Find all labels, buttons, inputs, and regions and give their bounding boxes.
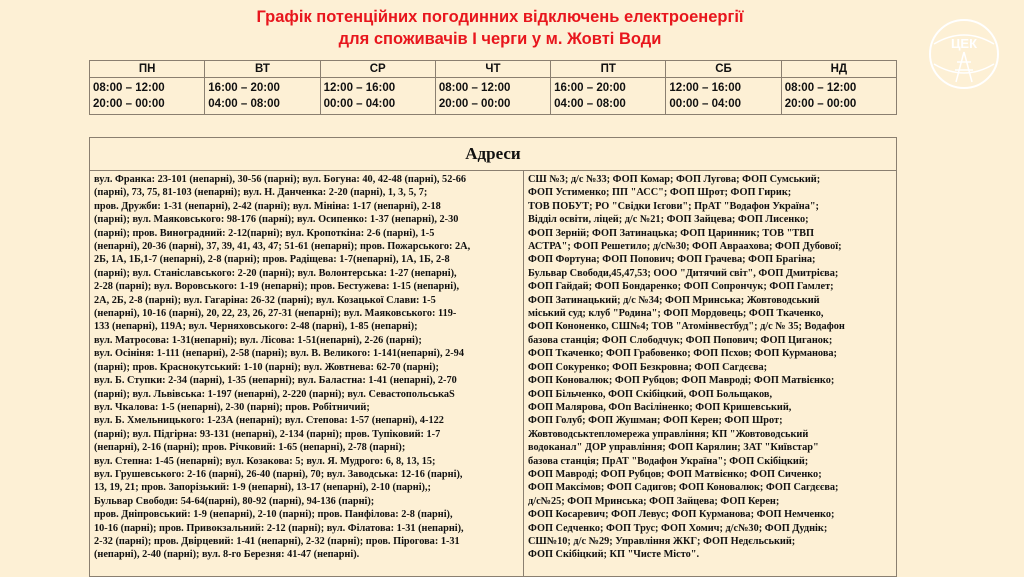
- address-line: 133 (непарні), 119А; вул. Черняховського: 2-48 (парні), 1-85 (непарні);: [94, 321, 418, 333]
- address-line: пров. Дружби: 1-31 (непарні), 2-42 (парні); вул. Мініна: 1-17 (непарні), 2-18: [94, 200, 441, 212]
- time-slot: 08:00 – 12:00: [784, 82, 857, 94]
- address-line: СШ №3; д/с №33; ФОП Комар; ФОП Лугова; ФОП Сумський;: [528, 174, 821, 185]
- schedule-cell: [781, 78, 896, 115]
- address-line: ФОП Малярова, ФОп Васіліненко; ФОП Кришевський,: [528, 401, 792, 413]
- time-slot: 16:00 – 20:00: [208, 82, 280, 94]
- address-line: (парні); пров. Краснокутський: 1-10 (парні); вул. Жовтнева: 62-70 (парні);: [94, 361, 439, 373]
- address-line: базова станція; ФОП Слободчук; ФОП Попович; ФОП Циганок;: [528, 334, 833, 346]
- schedule-cell: [551, 78, 666, 115]
- address-line: Жовтоводськтепломережа управління; КП "Жовтоводський: [528, 428, 809, 440]
- address-line: ФОП Сокуренко; ФОП Безкровна; ФОП Сагдєєва;: [528, 361, 768, 373]
- time-slot: 12:00 – 16:00: [323, 82, 396, 94]
- page-title-line-1: Графік потенційних погодинних відключень електроенергії: [256, 8, 744, 26]
- organizations-column: [524, 171, 896, 577]
- address-line: ФОП Ткаченко; ФОП Грабовенко; ФОП Псхов; ФОП Курманова;: [528, 348, 837, 360]
- schedule-cell: [435, 78, 550, 115]
- address-line: (непарні), 2-16 (парні); пров. Річковий: 1-65 (непарні), 2-78 (парні);: [94, 442, 406, 454]
- address-line: (парні); вул. Підгірна: 93-131 (непарні), 2-134 (парні); пров. Тупіковий: 1-7: [94, 428, 441, 440]
- address-line: (непарні), 10-16 (парні), 20, 22, 23, 26, 27-31 (непарні); вул. Маяковського: 119-: [94, 308, 457, 320]
- address-line: (непарні), 20-36 (парні), 37, 39, 41, 43, 47; 51-61 (непарні); пров. Пожарського: 2А,: [94, 241, 471, 253]
- address-line: (парні); вул. Львівська: 1-197 (непарні), 2-220 (парні); вул. СевастопольськаS: [94, 388, 455, 400]
- address-line: (парні); вул. Станіславського: 2-20 (парні); вул. Волонтерська: 1-27 (непарні),: [94, 267, 457, 279]
- address-line: базова станція; ПрАТ "Водафон Україна"; ФОП Скібіцкий;: [528, 455, 809, 467]
- address-line: ФОП Кононенко, СШ№4; ТОВ "Атомінвестбуд"; д/с № 35; Водафон: [528, 321, 845, 333]
- address-line: (непарні), 2-40 (парні); вул. 8-го Березня: 41-47 (непарні).: [94, 549, 360, 561]
- address-line: ФОП Коновалюк; ФОП Рубцов; ФОП Мавроді; ФОП Матвієнко;: [528, 375, 835, 387]
- time-slot: 20:00 – 00:00: [438, 98, 511, 110]
- address-line: ФОП Гайдай; ФОП Бондаренко; ФОП Сопрончук; ФОП Гамлет;: [528, 281, 834, 293]
- address-line: 2-28 (парні); вул. Воровського: 1-19 (непарні); пров. Бестужева: 1-15 (непарні),: [94, 281, 460, 293]
- address-line: ФОП Максімов; ФОП Садигов; ФОП Коновалюк; ФОП Сагдєєва;: [528, 482, 839, 494]
- schedule-cell: [205, 78, 320, 115]
- address-line: (парні); вул. Маяковського: 98-176 (парні); вул. Осипенко: 1-37 (непарні), 2-30: [94, 214, 459, 226]
- address-line: (парні); пров. Виноградний: 2-12(парні); вул. Кропоткіна: 2-6 (парні), 1-5: [94, 227, 435, 239]
- day-header: СБ: [666, 61, 781, 78]
- address-line: вул. Грушевського: 2-16 (парні), 26-40 (парні), 70; вул. Заводська: 12-16 (парні),: [94, 468, 463, 480]
- addresses-table: [89, 137, 897, 577]
- time-slot: 12:00 – 16:00: [669, 82, 742, 94]
- address-line: 10-16 (парні); пров. Привокзальний: 2-12 (парні); вул. Філатова: 1-31 (непарні),: [94, 522, 464, 534]
- address-line: Бульвар Свободи: 54-64(парні), 80-92 (парні), 94-136 (парні);: [94, 495, 375, 507]
- schedule-cell: [90, 78, 205, 115]
- schedule-cell: [666, 78, 781, 115]
- address-line: пров. Дніпровський: 1-9 (непарні), 2-10 (парні); пров. Панфілова: 2-8 (парні),: [94, 509, 453, 521]
- address-line: ФОП Фортуна; ФОП Попович; ФОП Грачева; ФОП Брагіна;: [528, 254, 816, 266]
- schedule-table: [89, 60, 897, 115]
- address-line: вул. Матросова: 1-31(непарні); вул. Лісова: 1-51(непарні), 2-26 (парні);: [94, 334, 422, 346]
- time-slot: 20:00 – 00:00: [93, 98, 165, 110]
- address-line: вул. Степна: 1-45 (непарні); вул. Козакова: 5; вул. Я. Мудрого: 6, 8, 13, 15;: [94, 455, 436, 467]
- day-header: ВТ: [205, 61, 320, 78]
- address-line: д/с№25; ФОП Мринська; ФОП Зайцева; ФОП Керен;: [528, 495, 780, 507]
- address-line: водоканал" ДОР управління; ФОП Карялин; ЗАТ "Київстар": [528, 442, 819, 454]
- address-line: ФОП Скібіцкий; КП "Чисте Місто".: [528, 549, 700, 561]
- address-line: 2-32 (парні); пров. Двірцевий: 1-41 (непарні), 2-32 (парні); пров. Пірогова: 1-31: [94, 535, 460, 547]
- address-line: ТОВ ПОБУТ; РО "Свідки Ієгови"; ПрАТ "Водафон Україна";: [528, 200, 819, 212]
- address-line: міський суд; клуб "Родина"; ФОП Мордовець; ФОП Ткаченко,: [528, 308, 824, 320]
- time-slot: 00:00 – 04:00: [323, 98, 396, 110]
- address-line: ФОП Затинацький; д/с №34; ФОП Мринська; Жовтоводський: [528, 294, 820, 306]
- time-slot: 04:00 – 08:00: [554, 98, 626, 110]
- page-title-line-2: для споживачів І черги у м. Жовті Води: [338, 30, 662, 48]
- address-line: (парні), 73, 75, 81-103 (непарні); вул. Н. Данченка: 2-20 (парні), 1, 3, 5, 7;: [94, 187, 428, 199]
- address-line: 13, 19, 21; пров. Запорізький: 1-9 (непарні), 13-17 (непарні), 2-10 (парні),;: [94, 482, 431, 494]
- addresses-header: Адреси: [90, 138, 896, 171]
- address-line: вул. Франка: 23-101 (непарні), 30-56 (парні); вул. Богуна: 40, 42-48 (парні), 52-66: [94, 174, 467, 185]
- schedule-cell: [320, 78, 435, 115]
- day-header: СР: [320, 61, 435, 78]
- address-line: Відділ освіти, ліцей; д/с №21; ФОП Зайцева; ФОП Лисенко;: [528, 214, 809, 226]
- day-header: НД: [781, 61, 896, 78]
- time-slot: 04:00 – 08:00: [208, 98, 280, 110]
- time-slot: 08:00 – 12:00: [438, 82, 511, 94]
- address-line: ФОП Голуб; ФОП Жушман; ФОП Керен; ФОП Шрот;: [528, 415, 783, 427]
- address-line: 2А, 2Б, 2-8 (парні); вул. Гагаріна: 26-32 (парні); вул. Козацької Слави: 1-5: [94, 294, 436, 306]
- address-line: ФОП Мавроді; ФОП Рубцов; ФОП Матвієнко; ФОП Сиченко;: [528, 468, 822, 480]
- address-line: ФОП Седченко; ФОП Трус; ФОП Хомич; д/с№30; ФОП Дуднік;: [528, 522, 828, 534]
- day-header: ПТ: [551, 61, 666, 78]
- time-slot: 16:00 – 20:00: [554, 82, 626, 94]
- address-line: вул. Чкалова: 1-5 (непарні), 2-30 (парні); пров. Робітничий;: [94, 401, 370, 413]
- address-line: СШ№10; д/с №29; Управління ЖКГ; ФОП Недєльський;: [528, 535, 796, 547]
- address-line: ФОП Косаревич; ФОП Левус; ФОП Курманова; ФОП Немченко;: [528, 509, 835, 521]
- address-line: вул. Осініня: 1-111 (непарні), 2-58 (парні); вул. В. Великого: 1-141(непарні), 2-94: [94, 348, 464, 360]
- time-slot: 00:00 – 04:00: [669, 98, 742, 110]
- address-line: АСТРА"; ФОП Решетило; д/с№30; ФОП Авраахова; ФОП Дубової;: [528, 241, 842, 253]
- tower-icon: [924, 14, 1004, 94]
- time-slot: 08:00 – 12:00: [93, 82, 165, 94]
- day-header: ЧТ: [435, 61, 550, 78]
- address-line: вул. Б. Ступки: 2-34 (парні), 1-35 (непарні); вул. Баластна: 1-41 (непарні), 2-70: [94, 375, 457, 387]
- streets-column: [90, 171, 524, 577]
- address-line: ФОП Устименко; ПП "АСС"; ФОП Шрот; ФОП Гирик;: [528, 187, 792, 199]
- time-slot: 20:00 – 00:00: [784, 98, 857, 110]
- address-line: вул. Б. Хмельницького: 1-23А (непарні); вул. Степова: 1-57 (непарні), 4-122: [94, 415, 444, 427]
- logo-text: ЦЕК: [950, 36, 978, 51]
- address-line: ФОП Більченко, ФОП Скібіцкий, ФОП Больщаков,: [528, 388, 773, 400]
- address-line: 2Б, 1А, 1Б,1-7 (непарні), 2-8 (парні); пров. Радіщева: 1-7(непарні), 1А, 1Б, 2-8: [94, 254, 450, 266]
- address-line: Бульвар Свободи,45,47,53; ООО "Дитячий світ", ФОП Дмитрієва;: [528, 267, 839, 279]
- day-header: ПН: [90, 61, 205, 78]
- address-line: ФОП Зерній; ФОП Затинацька; ФОП Царинник; ТОВ "ТВП: [528, 227, 815, 239]
